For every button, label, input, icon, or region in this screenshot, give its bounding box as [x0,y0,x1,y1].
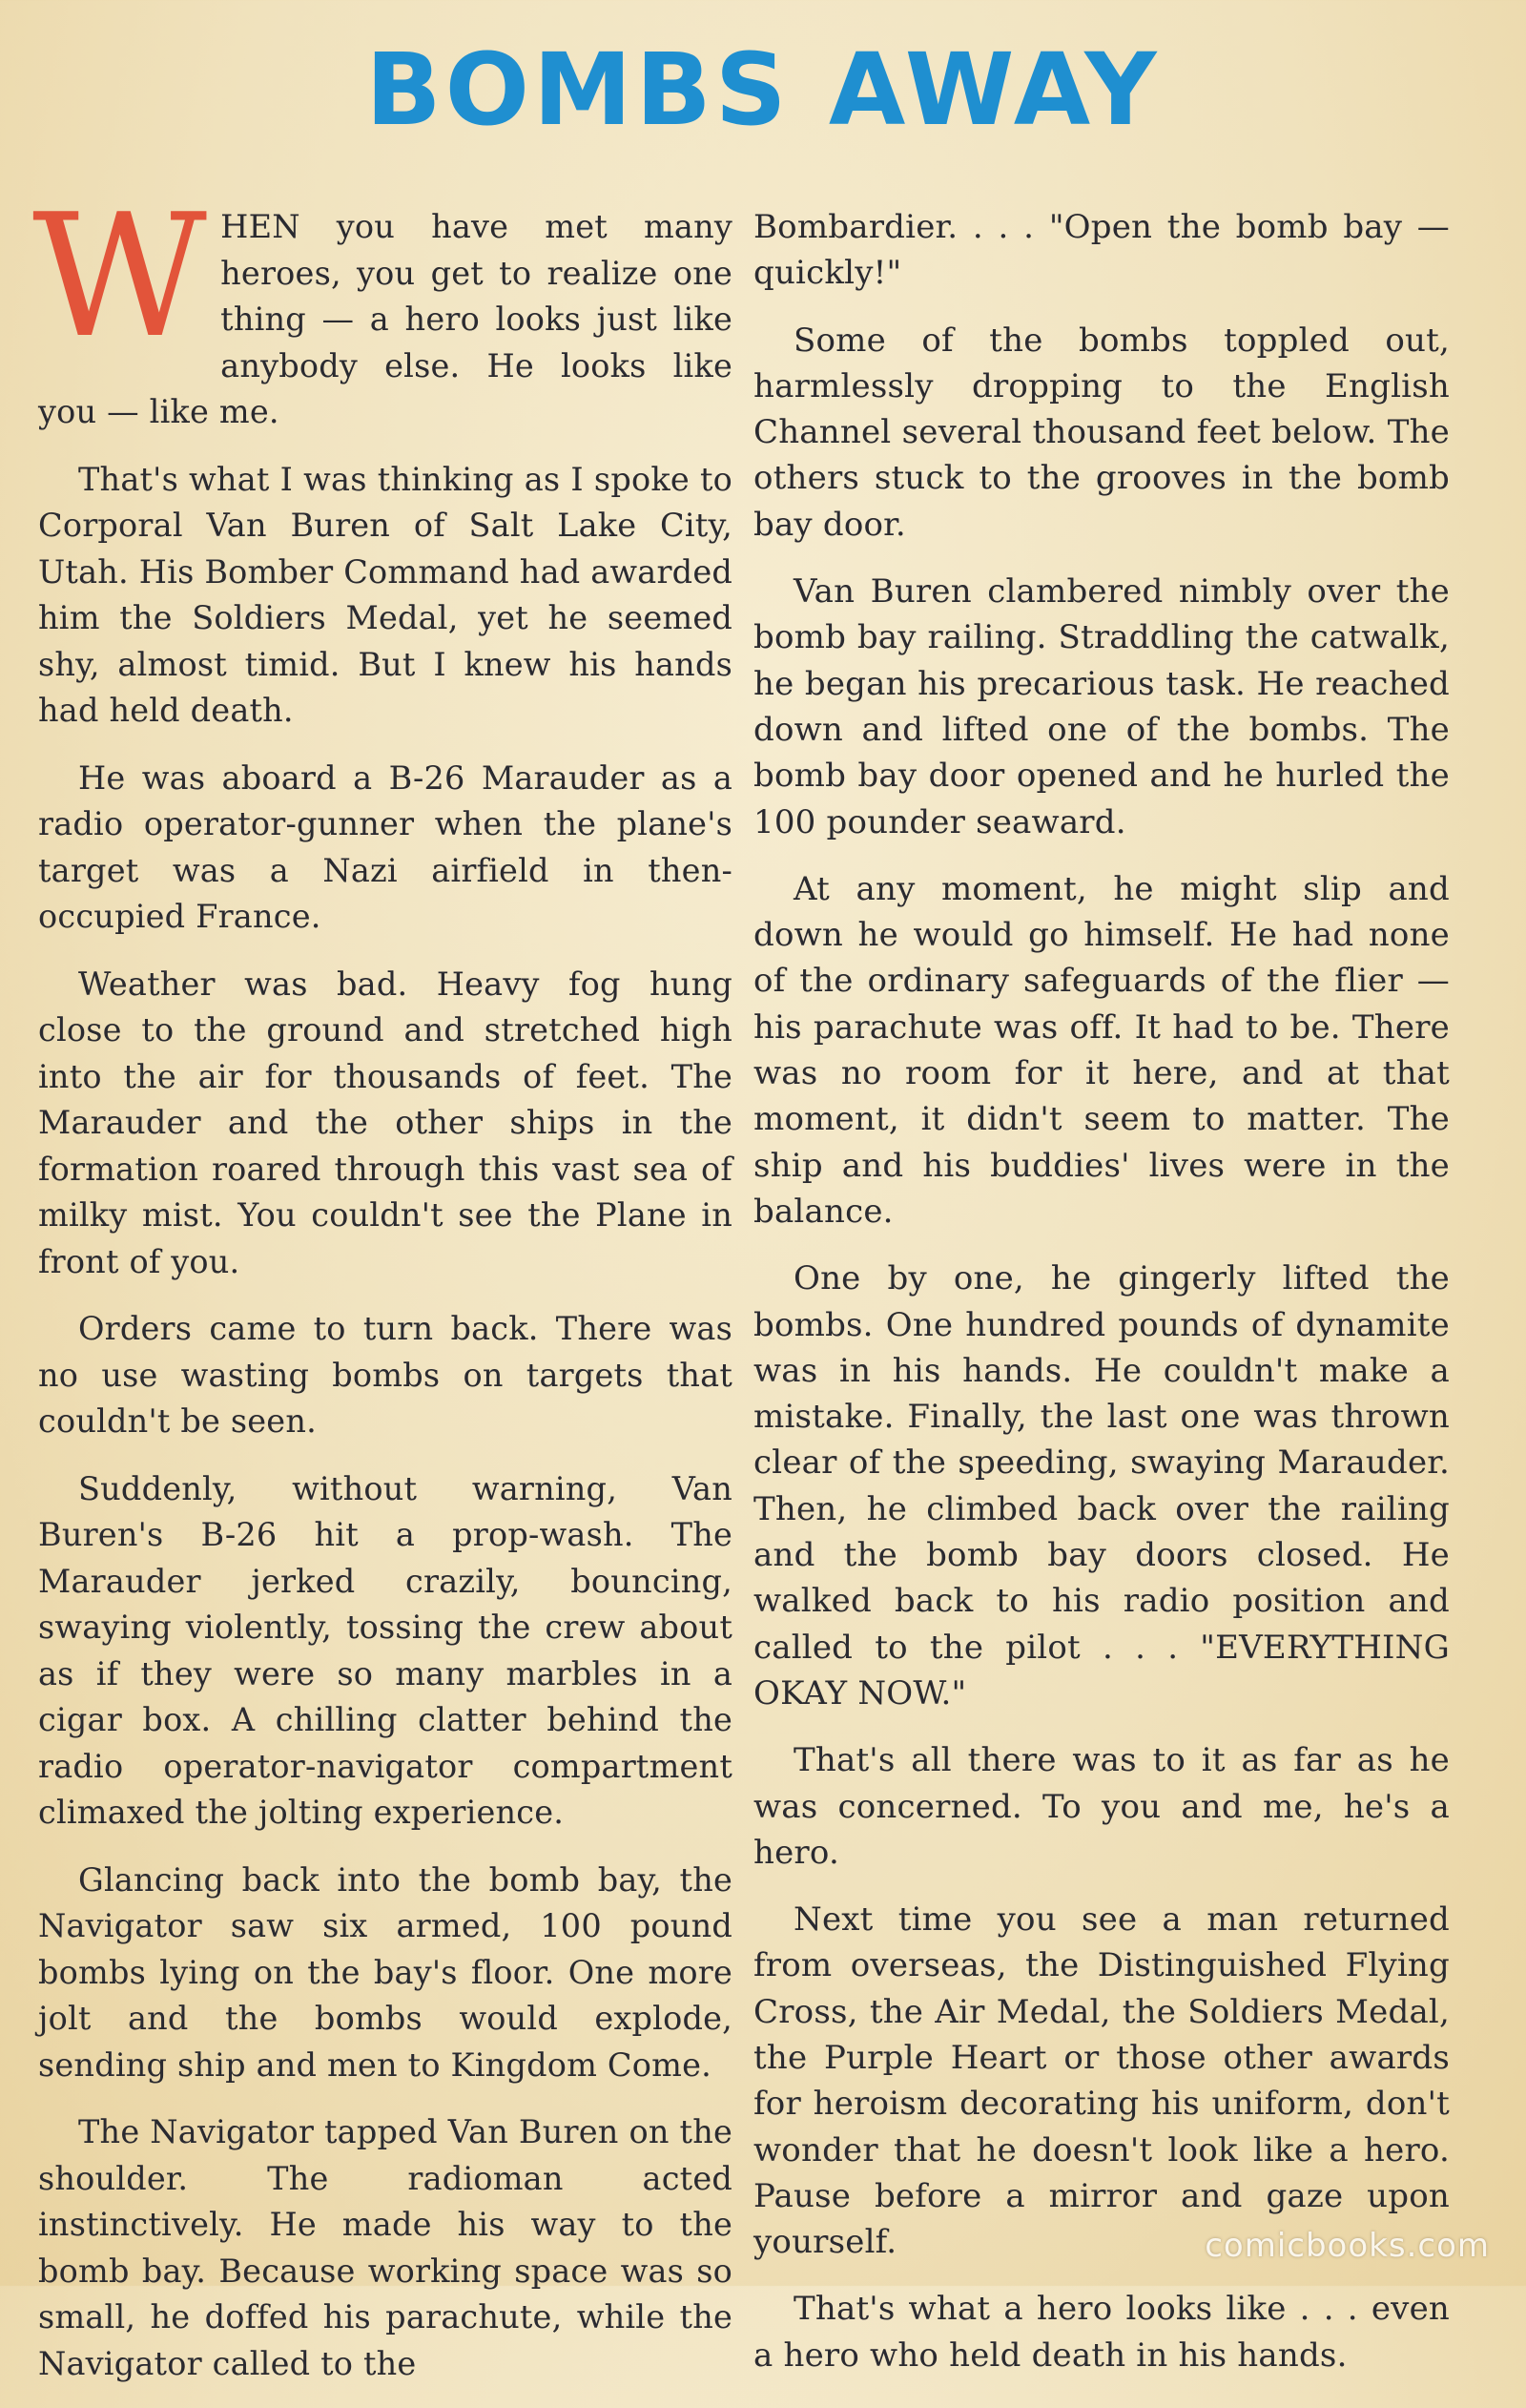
paragraph-8: The Navigator tapped Van Buren on the shoulder. The radioman acted instinctively. He made his way to the bomb bay. Because working space was so small, he doffed his parachute, while the Navigator called to the [38,2113,732,2382]
paragraph-1 [32,177,732,436]
left-column [32,177,732,2408]
paragraph-12: At any moment, he might slip and down he would go himself. He had none of the ordinary safeguards of the flier — his parachute was off. It had to be. There was no room for it here, and at that moment, it didn't seem to matter. The ship and his buddies' lives were in the balance. [753,869,1450,1231]
page-title: BOMBS AWAY [365,31,1161,148]
paragraph-16: That's what a hero looks like . . . even a hero who held death in his hands. [753,2290,1450,2375]
paragraph-5: Orders came to turn back. There was no use wasting bombs on targets that couldn't be seen. [38,1310,732,1440]
paragraph-10: Some of the bombs toppled out, harmlessly dropping to the English Channel several thousand feet below. The others stuck to the grooves in the bomb bay door. [753,321,1450,544]
paragraph-13: One by one, he gingerly lifted the bombs. One hundred pounds of dynamite was in his hands. He couldn't make a mistake. Finally, the last one was thrown clear of the speeding, swaying Marauder. Then, he climbed back over the railing and the bomb bay doors closed. He walked back to his radio position and called to the pilot . . . "EVERYTHING OKAY NOW." [753,1259,1450,1713]
paragraph-14: That's all there was to it as far as he was concerned. To you and me, he's a hero. [753,1741,1450,1872]
paragraph-11: Van Buren clambered nimbly over the bomb bay railing. Straddling the catwalk, he began his precarious task. He reached down and lifted one of the bombs. The bomb bay door opened and he hurled the 100 pounder seaward. [753,572,1450,841]
paragraph-15: Next time you see a man returned from overseas, the Distinguished Flying Cross, the Air Medal, the Soldiers Medal, the Purple Heart or those other awards for heroism decorating his uniform, don't wonder that he doesn't look like a hero. Pause before a mirror and gaze upon yourself. [753,1900,1450,2262]
paragraph-1-text: HEN you have met many heroes, you get to realize one thing — a hero looks just like anybody else. He looks like you — like me. [38,208,732,430]
paragraph-2: That's what I was thinking as I spoke to Corporal Van Buren of Salt Lake City, Utah. His Bomber Command had awarded him the Soldiers Medal, yet he seemed shy, almost timid. But I knew his hands had held death. [38,460,732,729]
paragraph-7: Glancing back into the bomb bay, the Navigator saw six armed, 100 pound bombs lying on the bay's floor. One more jolt and the bombs would explode, sending ship and men to Kingdom Come. [38,1860,732,2084]
drop-cap: W [32,177,208,375]
site-watermark: comicbooks.com [1205,2227,1490,2265]
paragraph-9: Bombardier. . . . "Open the bomb bay — quickly!" [753,208,1450,293]
paragraph-3: He was aboard a B-26 Marauder as a radio operator-gunner when the plane's target was a Nazi airfield in then-occupied France. [38,758,732,935]
paragraph-6: Suddenly, without warning, Van Buren's B-26 hit a prop-wash. The Marauder jerked crazily, bouncing, swaying violently, tossing the crew about as if they were so many marbles in a cigar box. A chilling clatter behind the radio operator-navigator compartment climaxed the jolting experience. [38,1469,732,1831]
paragraph-4: Weather was bad. Heavy fog hung close to the ground and stretched high into the air for thousands of feet. The Marauder and the other ships in the formation roared through this vast sea of milky mist. You couldn't see the Plane in front of you. [38,965,732,1280]
right-column [753,204,1450,2399]
